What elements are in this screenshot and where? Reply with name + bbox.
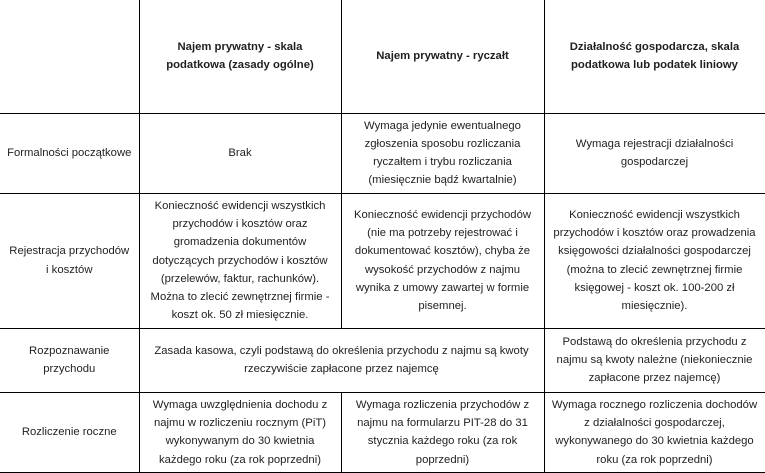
row-label-rozpoznawanie: Rozpoznawanie przychodu xyxy=(0,328,139,392)
cell-rozliczenie-najem-ryczalt: Wymaga rozliczenia przychodów z najmu na formularzu PIT-28 do 31 stycznia każdego roku (za rok poprzedni) xyxy=(341,392,544,472)
table-row-rozliczenie xyxy=(0,392,765,472)
cell-formalnosci-dzialalnosc: Wymaga rejestracji działalności gospodarczej xyxy=(544,113,765,193)
table-corner-cell xyxy=(0,0,139,113)
table-header-row xyxy=(0,0,765,113)
cell-rozliczenie-najem-skala: Wymaga uwzględnienia dochodu z najmu w rozliczeniu rocznym (PiT) wykonywanym do 30 kwietnia każdego roku (za rok poprzedni) xyxy=(139,392,341,472)
table-row-rozpoznawanie xyxy=(0,328,765,392)
cell-formalnosci-najem-ryczalt: Wymaga jedynie ewentualnego zgłoszenia sposobu rozliczania ryczałtem i trybu rozliczania (miesięcznie bądź kwartalnie) xyxy=(341,113,544,193)
table-row-formalnosci xyxy=(0,113,765,193)
table-row-rejestracja xyxy=(0,193,765,328)
column-header-najem-skala: Najem prywatny - skala podatkowa (zasady ogólne) xyxy=(139,0,341,113)
column-header-dzialalnosc: Działalność gospodarcza, skala podatkowa lub podatek liniowy xyxy=(544,0,765,113)
column-header-najem-ryczalt: Najem prywatny - ryczałt xyxy=(341,0,544,113)
cell-rozpoznawanie-dzialalnosc: Podstawą do określenia przychodu z najmu są kwoty należne (niekoniecznie zapłacone przez najemcę) xyxy=(544,328,765,392)
row-label-rejestracja: Rejestracja przychodów i kosztów xyxy=(0,193,139,328)
cell-rejestracja-najem-ryczalt: Konieczność ewidencji przychodów (nie ma potrzeby rejestrować i dokumentować kosztów), chyba że wysokość przychodów z najmu wynika z umowy zawartej w formie pisemnej. xyxy=(341,193,544,328)
cell-formalnosci-najem-skala: Brak xyxy=(139,113,341,193)
cell-rejestracja-dzialalnosc: Konieczność ewidencji wszystkich przychodów i kosztów oraz prowadzenia księgowości działalności gospodarczej (można to zlecić zewnętrznej firmie księgowej - koszt ok. 100-200 zł miesięcznie). xyxy=(544,193,765,328)
row-label-rozliczenie: Rozliczenie roczne xyxy=(0,392,139,472)
cell-rejestracja-najem-skala: Konieczność ewidencji wszystkich przychodów i kosztów oraz gromadzenia dokumentów dotyczących przychodów i kosztów (przelewów, faktur, rachunków). Można to zlecić zewnętrznej firmie - koszt ok. 50 zł miesięcznie. xyxy=(139,193,341,328)
row-label-formalnosci: Formalności początkowe xyxy=(0,113,139,193)
cell-rozliczenie-dzialalnosc: Wymaga rocznego rozliczenia dochodów z działalności gospodarczej, wykonywanego do 30 kwietnia każdego roku (za rok poprzedni) xyxy=(544,392,765,472)
cell-rozpoznawanie-najem-merged: Zasada kasowa, czyli podstawą do określenia przychodu z najmu są kwoty rzeczywiście zapłacone przez najemcę xyxy=(139,328,544,392)
